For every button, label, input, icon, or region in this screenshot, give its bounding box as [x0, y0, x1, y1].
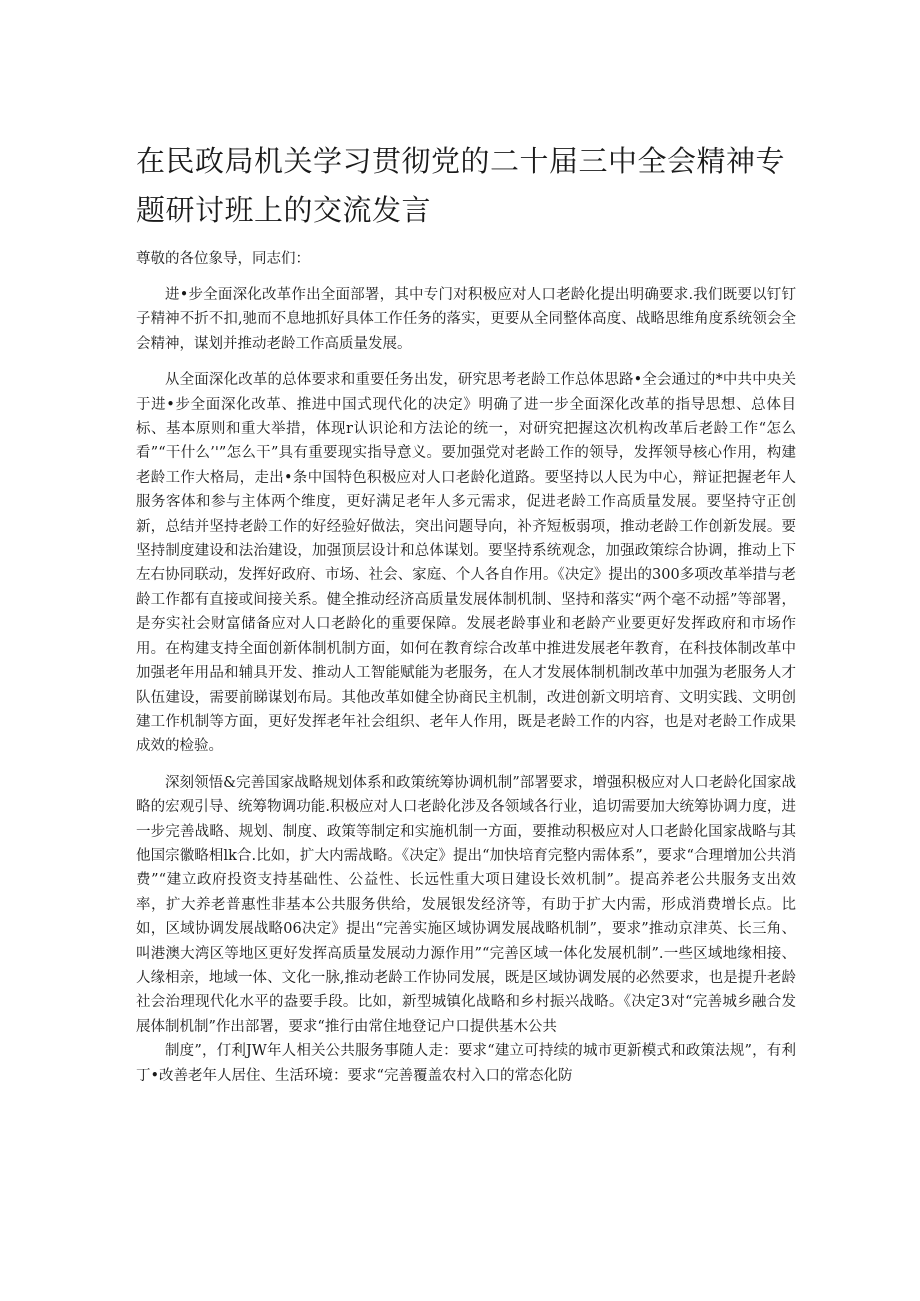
paragraph-strategy-coordination: 深刻领悟&完善国家战略规划体系和政策统筹协调机制”部署要求，增强积极应对人口老龄化国家战略的宏观引导、统筹物调功能.积极应对人口老龄化涉及各领域各行业，追切需要加大统筹协调力度，进一步完善战略、规划、制度、政策等制定和实施机制一方面，要推动积极应对人口老龄化国家战略与其他国宗徽略相lk合.比如，扩大内需战略。《决定》提出“加快培育完整内需体系”，要求“合理增加公共消费”“建立政府投资支持基础性、公益性、长远性重大项日建设长效机制”。提高养老公共服务支出效率，扩大养老普惠性非基本公共服务供给，发展银发经济等，有助于扩大内需，形成消费增长点。比如，区域协调发展战略06决定》提出“完善实施区域协调发展战略机制”，要求”推动京津英、长三角、叫港澳大湾区等地区更好发挥高质量发展动力源作用”“完善区域一体化发展机制”.一些区域地缘相接、人缘相亲，地域一体、文化一脉,推动老龄工作协同发展，既是区域协调发展的必然要求，也是提升老龄社会治理现代化水平的盎要手段。比如，新型城镇化战略和乡村振兴战略。《决定3对“完善城乡融合发展体制机制”作出部署，要求“推行由常住地登记户口提供基木公共	[136, 774, 796, 1035]
document-title: 在民政局机关学习贯彻党的二十届三中全会精神专题研讨班上的交流发言	[136, 144, 786, 227]
paragraph-continuation: 制度”，仃利JW年人相关公共服务事随人走：要求“建立可持续的城市更新模式和政策法规”，有利丁•改善老年人居住、生活环境：要求“完善覆盖农村入口的常态化防	[136, 1043, 796, 1084]
salutation: 尊敬的各位象导，同志们：	[136, 251, 310, 267]
paragraph-intro: 进•步全面深化改革作出全面部署，其中专门对积极应对人口老龄化提出明确要求.我们既要以钉钉子精神不折不扣,驰而不息地抓好具体工作任务的落实，更要从全同整体高度、战略思维角度系统领会全会精神，谋划并推动老龄工作高质量发展。	[136, 287, 796, 352]
document-body	[136, 283, 796, 1100]
paragraph-overall-thinking: 从全面深化改革的总体要求和重要任务出发，研究思考老龄工作总体思路•全会通过的*中共中央关于进•步全面深化改革、推进中国式现代化的决定》明确了进一步全面深化改革的指导思想、总体目标、基本原则和重大举措，体现r认识论和方法论的统一，对研究把握这次机构改革后老龄工作“怎么看”“干什么’'”怎么干”具有重要现实指导意义。要加强党对老龄工作的领导，发挥领导核心作用，构建老龄工作大格局，走出•条中国特色积极应对人口老龄化道路。要坚持以人民为中心，辩证把握老年人服务客体和参与主体两个维度，更好满足老年人多元需求，促进老龄工作高质量发展。要坚持守正创新，总结并坚持老龄工作的好经验好做法，突出问题导向，补齐短板弱项，推动老龄工作创新发展。要坚持制度建设和法治建设，加强顶层设计和总体谋划。要坚持系统观念，加强政策综合协调，推动上下左右协同联动，发挥好政府、市场、社会、家庭、个人各自作用。《决定》提出的300多项改革举措与老龄工作都有直接或间接关系。健全推动经济高质量发展体制机制、坚持和落实“两个毫不动摇”等部署，是夯实社会财富储备应对人口老龄化的重要保障。发展老龄事业和老龄产业要更好发挥政府和市场作用。在构建支持全面创新体制机制方面，如何在教育综合改革中推进发展老年教育，在科技体制改革中加强老年用品和辅具开发、推动人工智能赋能为老服务，在人才发展体制机制改革中加强为老服务人才队伍建设，需要前睇谋划布局。其他改革如健全协商民主机制，改进创新文明培育、文明实践、文明创建工作机制等方面，更好发挥老年社会组织、老年人作用，既是老龄工作的内容，也是对老龄工作成果成效的检验。	[136, 372, 796, 755]
